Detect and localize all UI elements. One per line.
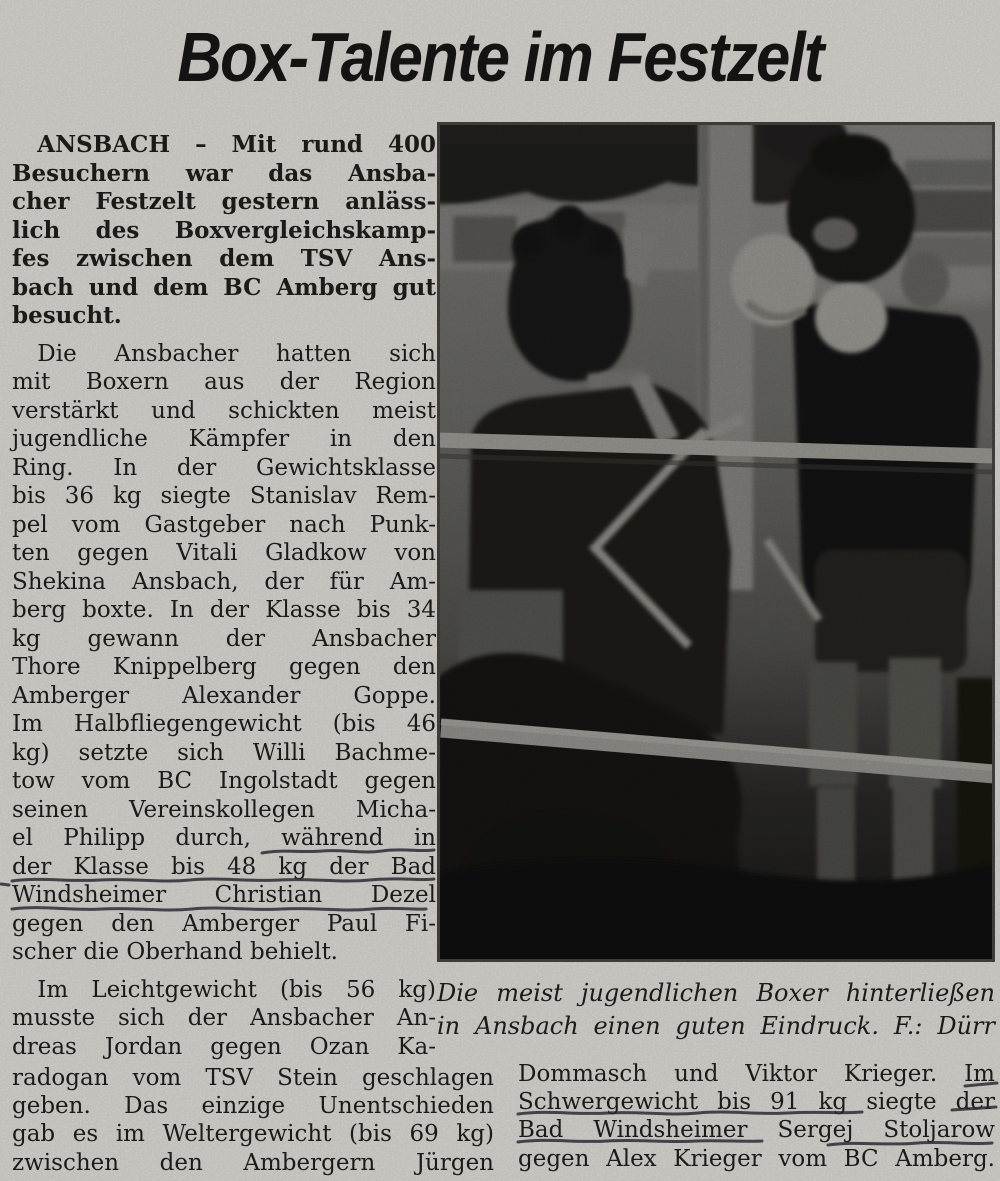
article-column-left	[12, 131, 436, 1070]
text-line: Bad Windsheimer Sergej Stoljarow	[518, 1117, 995, 1144]
paragraph-lead	[12, 131, 436, 331]
text-line: geben. Das einzige Unentschieden	[12, 1093, 494, 1120]
text-line: Thore Knippelberg gegen den	[12, 654, 436, 680]
text-line: dreas Jordan gegen Ozan Ka-	[12, 1033, 436, 1060]
text-line: berg boxte. In der Klasse bis 34	[12, 597, 436, 623]
text-line: zwischen den Ambergern Jürgen	[12, 1149, 494, 1176]
text-line: gegen den Amberger Paul Fi-	[12, 910, 436, 937]
text-line: radogan vom TSV Stein geschlagen	[12, 1065, 494, 1091]
text-line: ten gegen Vitali Gladkow von	[12, 540, 436, 566]
text-line: seinen Vereinskollegen Micha-	[12, 796, 436, 823]
text-line: kg) setzte sich Willi Bachme-	[12, 739, 436, 766]
text-line: Amberger Alexander Goppe.	[12, 682, 436, 709]
text-line: Die meist jugendlichen Boxer hinterließen	[437, 979, 995, 1007]
text-line: gegen Alex Krieger vom BC Amberg.	[518, 1145, 995, 1172]
text-line: cher Festzelt gestern anläss-	[12, 188, 436, 215]
text-line: Dommasch und Viktor Krieger. Im	[518, 1061, 995, 1087]
text-line: musste sich der Ansbacher An-	[12, 1005, 436, 1031]
text-line: Im Halbfliegengewicht (bis 46	[12, 711, 436, 737]
text-line: Ring. In der Gewichtsklasse	[12, 454, 436, 481]
text-line: lich des Boxvergleichskamp-	[12, 216, 436, 244]
paragraph-main	[12, 340, 436, 967]
article-photo	[437, 122, 995, 962]
text-line: gab es im Weltergewicht (bis 69 kg)	[12, 1121, 494, 1148]
text-line: scher die Oberhand behielt.	[12, 939, 338, 965]
text-line: bis 36 kg siegte Stanislav Rem-	[12, 483, 436, 509]
text-line: bach und dem BC Amberg gut	[12, 273, 436, 301]
text-line: Besuchern war das Ansba-	[12, 159, 436, 187]
text-line: kg gewann der Ansbacher	[12, 625, 436, 652]
text-line: fes zwischen dem TSV Ans-	[12, 245, 436, 272]
text-line: Shekina Ansbach, der für Am-	[12, 568, 436, 595]
text-line: in Ansbach einen guten Eindruck. F.: Dürr	[437, 1012, 995, 1040]
text-line: Windsheimer Christian Dezel	[12, 882, 436, 908]
text-line: ANSBACH – Mit rund 400	[37, 131, 436, 158]
text-line: der Klasse bis 48 kg der Bad	[12, 853, 436, 880]
photo-caption	[437, 977, 995, 1043]
text-line: jugendliche Kämpfer in den	[12, 426, 436, 452]
text-line: Schwergewicht bis 91 kg siegte der	[518, 1089, 995, 1116]
text-line: el Philipp durch, während in	[12, 825, 436, 851]
text-line: Die Ansbacher hatten sich	[37, 340, 436, 367]
text-line: mit Boxern aus der Region	[12, 369, 436, 395]
text-line: verstärkt und schickten meist	[12, 397, 436, 424]
article-column-bottom-left	[12, 1064, 494, 1177]
text-line: tow vom BC Ingolstadt gegen	[12, 768, 436, 794]
paragraph-lightweight-start	[12, 976, 436, 1062]
headline: Box-Talente im Festzelt	[177, 18, 823, 96]
text-line: besucht.	[12, 302, 122, 329]
text-line: Im Leichtgewicht (bis 56 kg)	[37, 976, 436, 1003]
article-column-bottom-right	[518, 1060, 995, 1173]
text-line: pel vom Gastgeber nach Punk-	[12, 511, 436, 538]
